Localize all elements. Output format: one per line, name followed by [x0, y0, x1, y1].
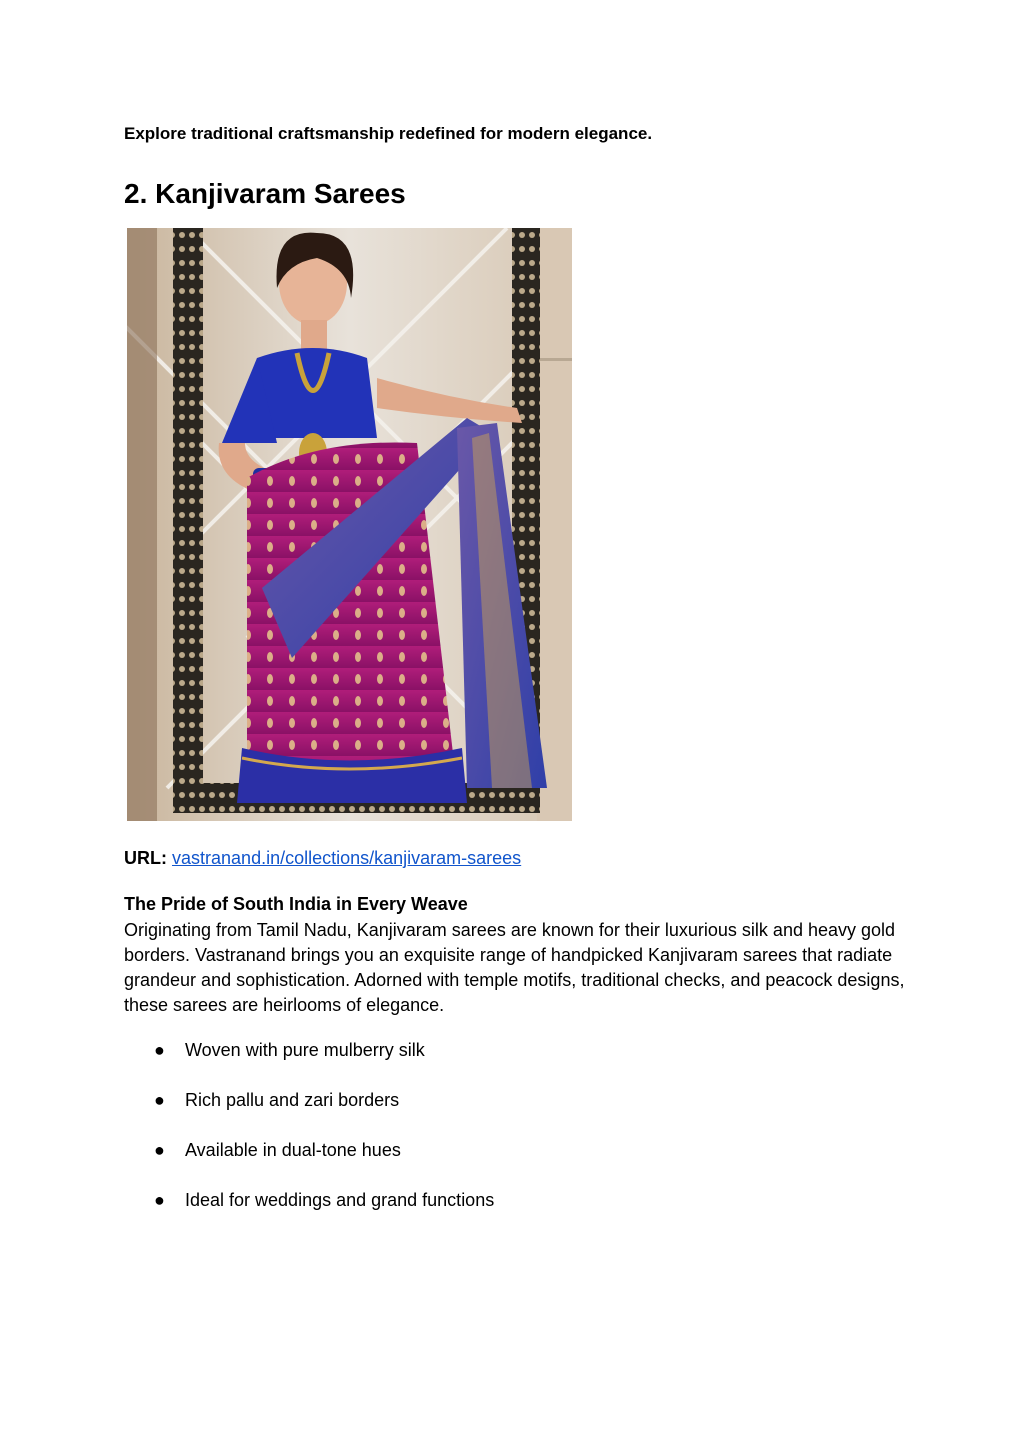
collection-link[interactable]: vastranand.in/collections/kanjivaram-sarees — [172, 848, 522, 868]
intro-text: Explore traditional craftsmanship redefined for modern elegance. — [124, 124, 653, 143]
bullet-icon: ● — [154, 1140, 165, 1160]
list-item-text: Woven with pure mulberry silk — [185, 1040, 425, 1060]
bullet-icon: ● — [154, 1040, 165, 1060]
url-label: URL: — [124, 848, 167, 868]
list-item-text: Available in dual-tone hues — [185, 1140, 401, 1160]
bullet-icon: ● — [154, 1090, 165, 1110]
url-line — [124, 848, 521, 869]
description-paragraph: Originating from Tamil Nadu, Kanjivaram sarees are known for their luxurious silk and heavy gold borders. Vastranand brings you an exquisite range of handpicked Kanjivaram sarees that radiate grandeur and sophistication. Adorned with temple motifs, traditional checks, and peacock designs, these sarees are heirlooms of elegance. — [124, 920, 905, 1015]
section-heading: 2. Kanjivaram Sarees — [124, 178, 406, 209]
subheading: The Pride of South India in Every Weave — [124, 894, 468, 914]
list-item-text: Ideal for weddings and grand functions — [185, 1190, 495, 1210]
list-item-text: Rich pallu and zari borders — [185, 1090, 400, 1110]
bullet-icon: ● — [154, 1190, 165, 1210]
saree-photo — [127, 228, 572, 821]
